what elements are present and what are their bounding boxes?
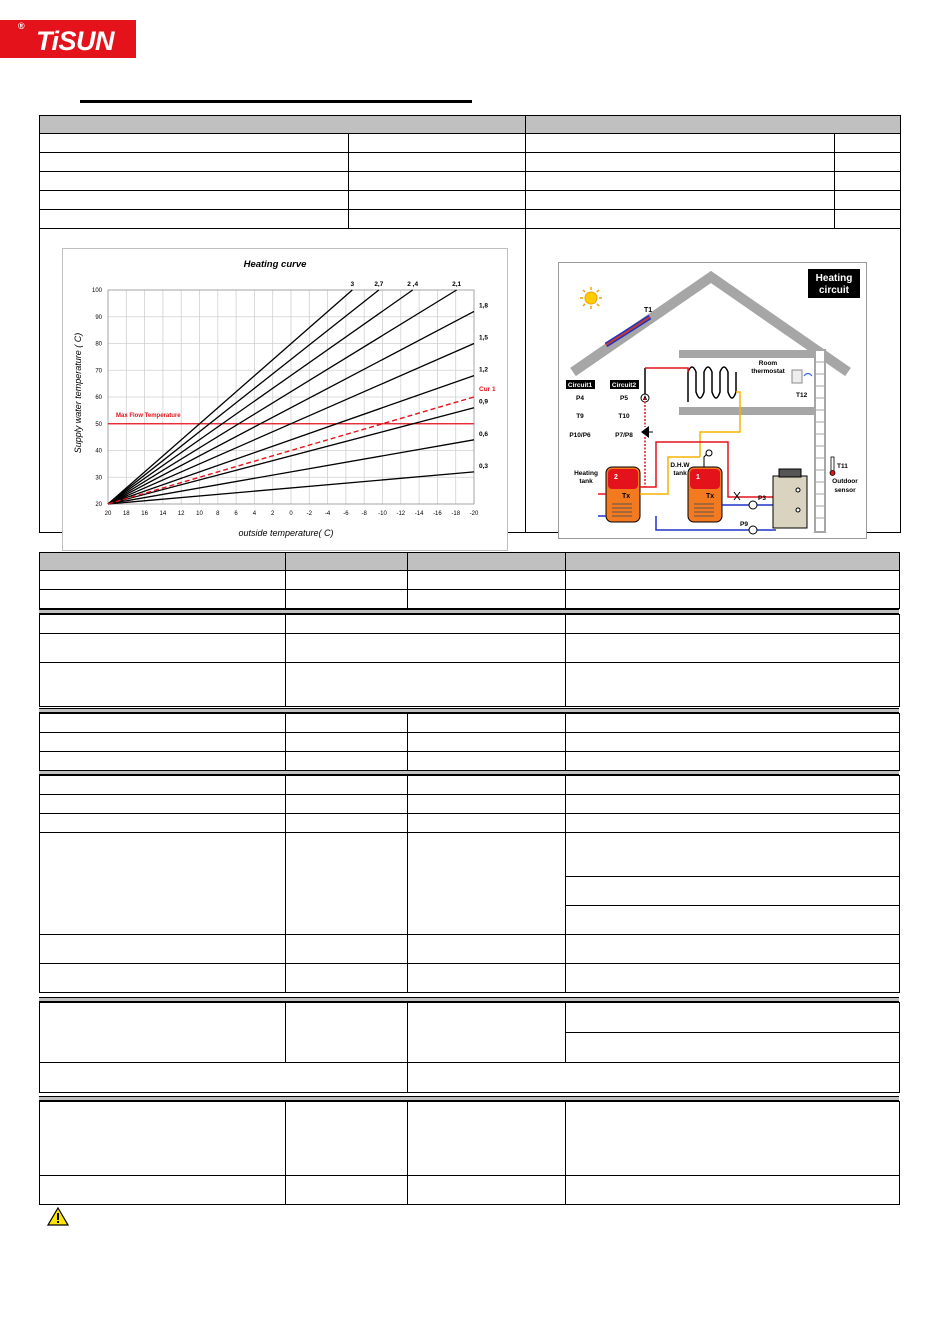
x-tick-label: 10	[196, 511, 203, 517]
lower-parameter-table-c	[39, 713, 900, 771]
label-t12: T12	[796, 392, 808, 399]
label-t1: T1	[644, 307, 653, 314]
label-outdoor-2: sensor	[834, 487, 856, 494]
x-tick-label: 18	[122, 511, 130, 517]
label-dhw-tank-1: D.H.W	[670, 462, 690, 469]
pump-p9-icon	[749, 526, 757, 534]
x-tick-label: -8	[361, 511, 367, 517]
lower-parameter-table-a	[39, 552, 900, 609]
x-tick-label: 8	[216, 511, 220, 517]
y-tick-label: 20	[95, 502, 102, 508]
label-p3: P3	[758, 495, 766, 502]
x-tick-label: -12	[396, 511, 406, 517]
x-tick-label: 14	[159, 511, 167, 517]
curve-label: 2,1	[452, 281, 462, 288]
label-tx-b: Tx	[706, 493, 715, 500]
label-tank2: 2	[614, 474, 618, 481]
label-heating-tank-2: tank	[579, 478, 593, 485]
heating-circuit-diagram	[558, 262, 867, 539]
lower-parameter-table-d	[39, 775, 900, 993]
x-tick-label: -14	[414, 511, 424, 517]
curve-label: 0,3	[479, 462, 489, 470]
x-tick-label: 20	[104, 511, 112, 517]
x-tick-label: -10	[378, 511, 387, 517]
brand-logo	[0, 20, 136, 58]
label-t9: T9	[576, 413, 584, 420]
curve-label: 0,6	[479, 430, 489, 438]
title-underline	[80, 100, 472, 103]
y-tick-label: 60	[95, 395, 102, 401]
x-tick-label: -2	[306, 511, 312, 517]
label-t11: T11	[837, 463, 848, 470]
y-tick-label: 30	[95, 475, 102, 482]
y-tick-label: 50	[95, 421, 102, 428]
middle-floor	[679, 407, 819, 415]
label-tx-a: Tx	[622, 493, 631, 500]
label-p4: P4	[576, 395, 584, 402]
curve-label: 3	[350, 281, 355, 288]
heating-curve-chart	[62, 248, 508, 551]
y-tick-label: 100	[91, 288, 102, 294]
lower-parameter-table-e	[39, 1002, 900, 1093]
label-p9: P9	[740, 521, 748, 528]
label-p7p8: P7/P8	[615, 432, 633, 439]
label-heating-tank-1: Heating	[574, 470, 598, 477]
label-outdoor-1: Outdoor	[832, 478, 858, 485]
brand-reg: ®	[18, 21, 25, 31]
x-tick-label: -6	[343, 511, 349, 517]
label-tank1: 1	[696, 474, 700, 481]
y-tick-label: 70	[95, 368, 102, 375]
x-tick-label: -18	[451, 511, 461, 517]
pump-p3-icon	[749, 501, 757, 509]
x-tick-label: 0	[289, 511, 293, 517]
x-tick-label: -20	[469, 511, 479, 517]
y-tick-label: 90	[95, 314, 102, 321]
x-tick-label: 4	[252, 511, 257, 517]
label-p5: P5	[620, 395, 628, 402]
x-tick-label: -16	[433, 511, 442, 517]
label-room-1: Room	[758, 360, 778, 367]
curve-label: 1,5	[479, 334, 489, 342]
label-t10: T10	[618, 413, 630, 420]
chart-ylabel: Supply water temperature ( C)	[73, 332, 83, 454]
y-tick-label: 40	[95, 448, 102, 455]
curve-label: 2,7	[374, 281, 384, 288]
diagram-heading-line1: Heating	[815, 273, 853, 284]
curve-label: 2 ,4	[407, 281, 419, 288]
y-tick-label: 80	[95, 341, 102, 348]
lower-parameter-table-f	[39, 1101, 900, 1205]
thermometer-icon	[830, 457, 835, 476]
x-tick-label: 6	[234, 511, 238, 517]
label-p10p6: P10/P6	[569, 432, 591, 439]
reference-curve-label: Cur 1	[479, 386, 496, 393]
x-tick-label: -4	[324, 511, 331, 517]
label-circuit1: Circuit1	[567, 382, 593, 389]
x-tick-label: 2	[271, 511, 275, 517]
chart-title: Heating curve	[243, 259, 307, 270]
chart-xlabel: outside temperature( C)	[238, 528, 334, 538]
label-circuit2: Circuit2	[611, 382, 637, 389]
label-dhw-tank-2: tank	[673, 470, 687, 477]
label-room-2: thermostat	[751, 368, 785, 375]
curve-label: 1,8	[479, 302, 489, 310]
heat-pump-unit	[773, 476, 807, 528]
max-flow-label: Max Flow Temperature	[116, 412, 181, 419]
upper-floor	[679, 350, 819, 358]
curve-label: 1,2	[479, 366, 489, 374]
warning-icon	[47, 1207, 69, 1226]
outer-wall	[815, 350, 825, 532]
brand-name: TiSUN	[36, 26, 115, 56]
x-tick-label: 12	[177, 511, 185, 517]
lower-parameter-table-b	[39, 614, 900, 707]
x-tick-label: 16	[141, 511, 148, 517]
curve-label: 0,9	[479, 398, 489, 406]
diagram-heading-line2: circuit	[818, 285, 850, 296]
